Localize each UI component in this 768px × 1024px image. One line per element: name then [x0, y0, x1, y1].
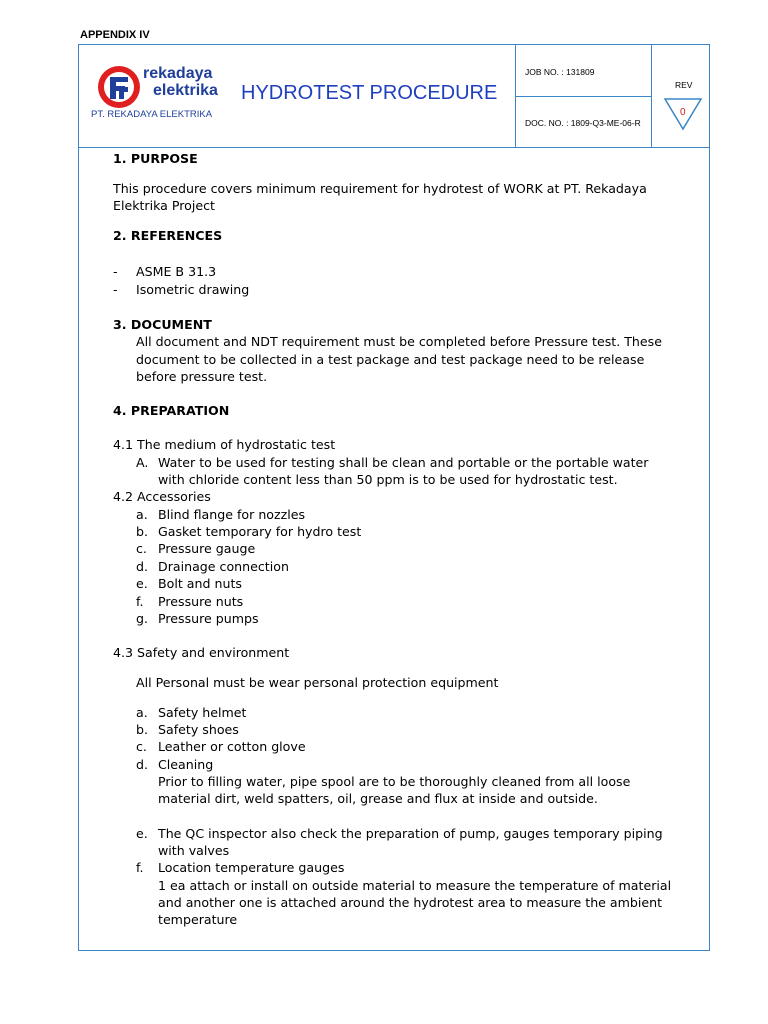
accessory-item: Bolt and nuts: [158, 576, 242, 591]
logo-wordmark-line2: elektrika: [153, 82, 218, 99]
list-label: g.: [136, 611, 148, 626]
company-logo-icon: [97, 65, 141, 109]
list-label: e.: [136, 826, 148, 841]
accessory-item: Pressure gauge: [158, 541, 256, 556]
list-label: a.: [136, 507, 148, 522]
document-text-line: document to be collected in a test package and test package need to be release: [136, 352, 645, 367]
list-label: c.: [136, 541, 147, 556]
document-frame: [78, 44, 710, 951]
list-label: d.: [136, 559, 148, 574]
document-text-line: All document and NDT requirement must be completed before Pressure test. These: [136, 334, 662, 349]
header-row-divider: [515, 96, 651, 97]
list-label: b.: [136, 524, 148, 539]
safety-item: Safety shoes: [158, 722, 239, 737]
list-bullet: -: [113, 282, 118, 297]
appendix-label: APPENDIX IV: [80, 29, 150, 41]
section-heading-preparation: 4. PREPARATION: [113, 403, 230, 418]
safety-item: Safety helmet: [158, 705, 247, 720]
safety-item: Location temperature gauges: [158, 860, 345, 875]
accessory-item: Pressure pumps: [158, 611, 259, 626]
accessory-item: Gasket temporary for hydro test: [158, 524, 362, 539]
section-heading-references: 2. REFERENCES: [113, 228, 223, 243]
subsection-heading: 4.1 The medium of hydrostatic test: [113, 437, 336, 452]
list-item-text: Water to be used for testing shall be clean and portable or the portable water: [158, 455, 649, 470]
list-label: d.: [136, 757, 148, 772]
revision-label: REV: [675, 80, 693, 90]
accessory-item: Blind flange for nozzles: [158, 507, 306, 522]
company-name: PT. REKADAYA ELEKTRIKA: [91, 109, 213, 120]
header-divider: [651, 45, 652, 147]
purpose-text-line: This procedure covers minimum requirement for hydrotest of WORK at PT. Rekadaya: [113, 181, 647, 196]
accessory-item: Drainage connection: [158, 559, 289, 574]
list-label: A.: [136, 455, 149, 470]
section-heading-purpose: 1. PURPOSE: [113, 151, 198, 166]
list-label: e.: [136, 576, 148, 591]
document-number: DOC. NO. : 1809-Q3-ME-06-R: [525, 118, 641, 128]
document-title: HYDROTEST PROCEDURE: [241, 82, 498, 104]
list-bullet: -: [113, 264, 118, 279]
list-label: a.: [136, 705, 148, 720]
subsection-heading: 4.2 Accessories: [113, 489, 211, 504]
safety-item: Leather or cotton glove: [158, 739, 306, 754]
cleaning-text-line: Prior to filling water, pipe spool are to be thoroughly cleaned from all loose: [158, 774, 631, 789]
reference-item: Isometric drawing: [136, 282, 250, 297]
safety-item: Cleaning: [158, 757, 214, 772]
cleaning-text-line: material dirt, weld spatters, oil, grease and flux at inside and outside.: [158, 791, 598, 806]
section-heading-document: 3. DOCUMENT: [113, 317, 212, 332]
reference-item: ASME B 31.3: [136, 264, 217, 279]
list-label: f.: [136, 860, 144, 875]
list-label: f.: [136, 594, 144, 609]
safety-item: temperature: [158, 912, 238, 927]
document-header: [79, 45, 709, 148]
list-label: b.: [136, 722, 148, 737]
revision-number: 0: [680, 107, 686, 118]
safety-item: and another one is attached around the hydrotest area to measure the ambient: [158, 895, 663, 910]
logo-wordmark-line1: rekadaya: [143, 65, 213, 82]
list-label: c.: [136, 739, 147, 754]
accessory-item: Pressure nuts: [158, 594, 244, 609]
purpose-text-line: Elektrika Project: [113, 198, 215, 213]
safety-item: with valves: [158, 843, 230, 858]
document-text-line: before pressure test.: [136, 369, 268, 384]
subsection-heading: 4.3 Safety and environment: [113, 645, 290, 660]
safety-item: The QC inspector also check the preparation of pump, gauges temporary piping: [158, 826, 663, 841]
list-item-text: with chloride content less than 50 ppm is to be used for hydrostatic test.: [158, 472, 618, 487]
safety-intro: All Personal must be wear personal protection equipment: [136, 675, 499, 690]
safety-item: 1 ea attach or install on outside material to measure the temperature of material: [158, 878, 672, 893]
job-number: JOB NO. : 131809: [525, 67, 595, 77]
